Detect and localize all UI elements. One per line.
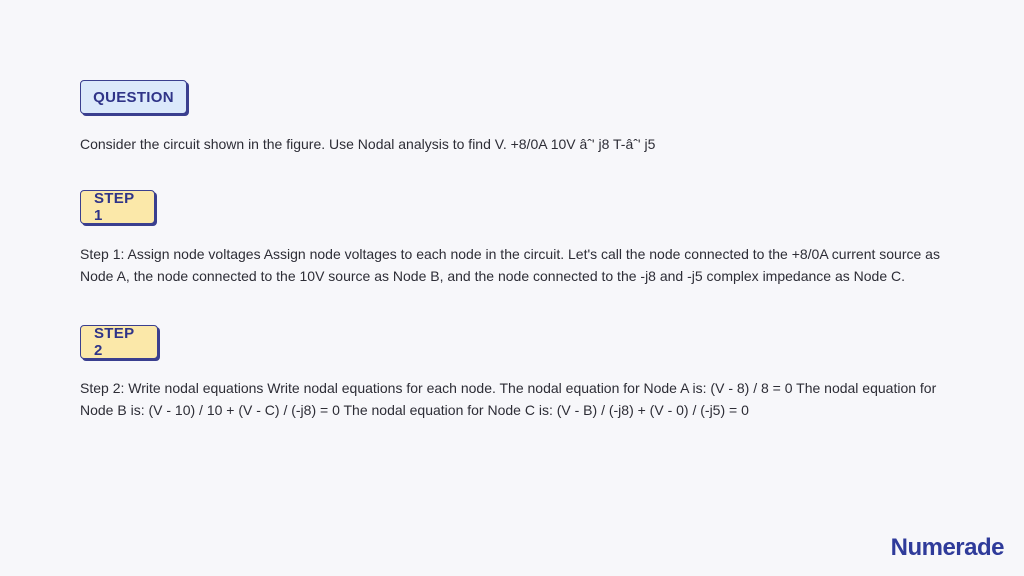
- question-badge: QUESTION: [80, 80, 187, 114]
- question-text: Consider the circuit shown in the figure. Use Nodal analysis to find V. +8/0A 10V âˆ' j8 T-âˆ' j5: [80, 136, 656, 152]
- numerade-logo[interactable]: Numerade: [890, 534, 1004, 561]
- step-2-badge: STEP 2: [80, 325, 158, 359]
- step-1-badge: STEP 1: [80, 190, 155, 224]
- step-2-text: Step 2: Write nodal equations Write nodal equations for each node. The nodal equation for Node A is: (V - 8) / 8 = 0 The nodal equation for Node B is: (V - 10) / 10 + (V - C) / (-j8) = 0 The nodal equation for Node C is: (V - B) / (-j8) + (V - 0) / (-j5) = 0: [80, 380, 937, 418]
- step-1-text: Step 1: Assign node voltages Assign node voltages to each node in the circuit. Let's call the node connected to the +8/0A current source as Node A, the node connected to the 10V source as Node B, and the node connected to the -j8 and -j5 complex impedance as Node C.: [80, 246, 940, 284]
